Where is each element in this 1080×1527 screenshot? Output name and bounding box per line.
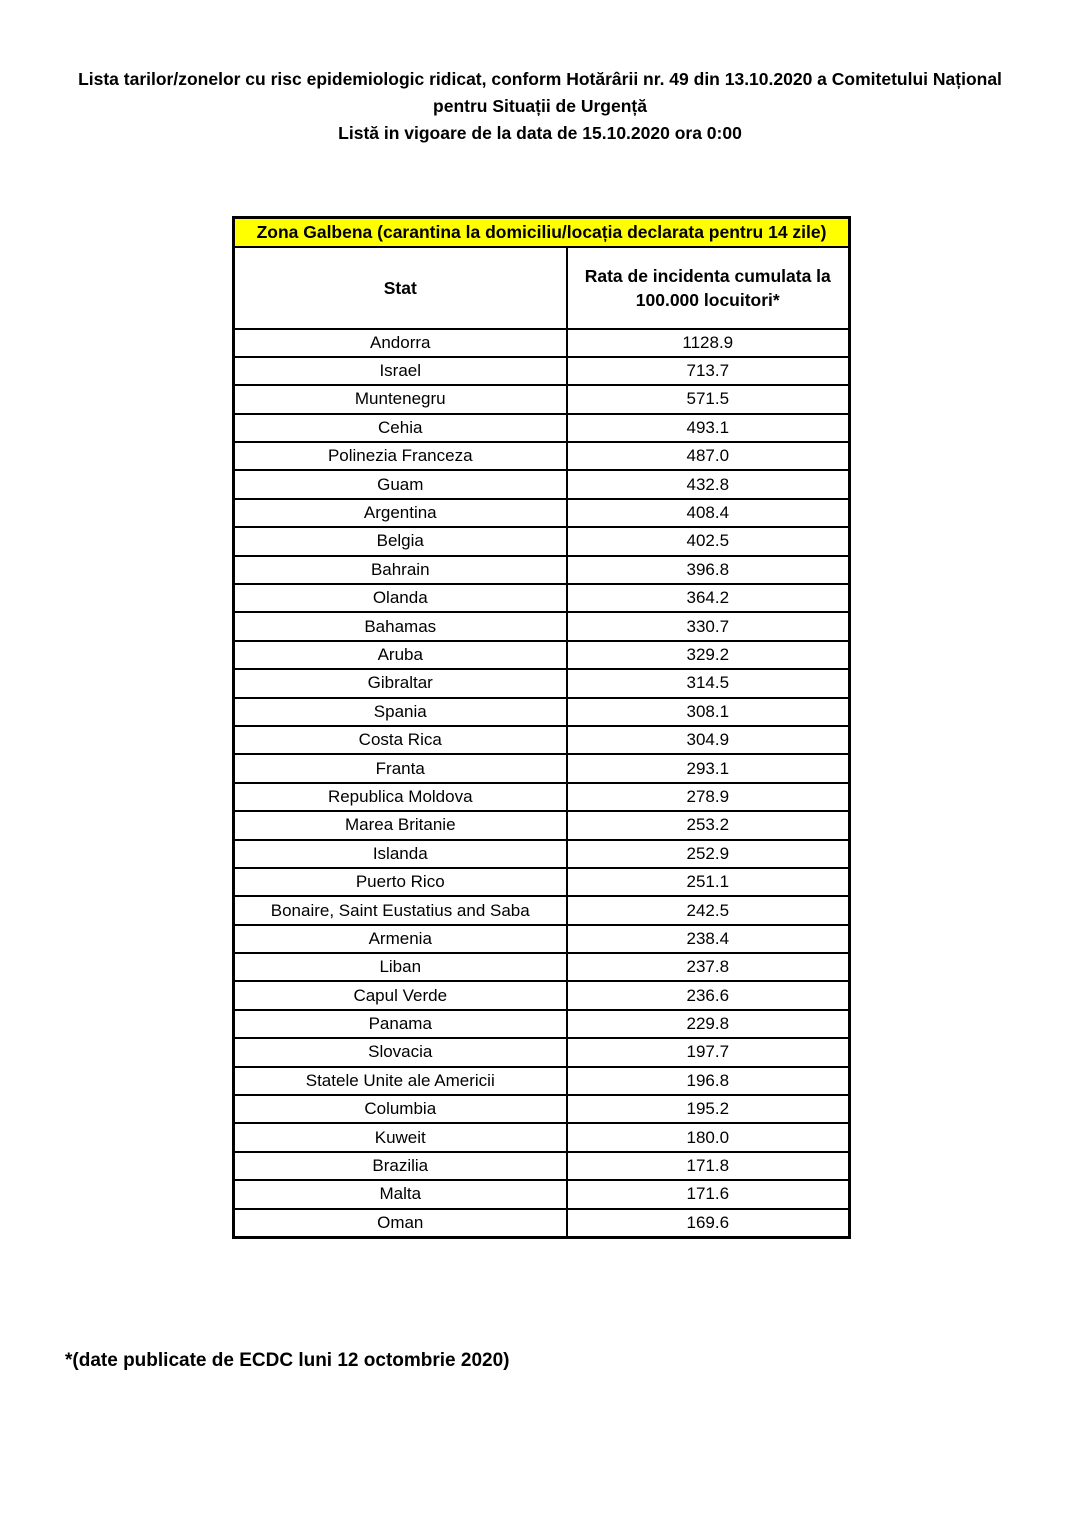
table-row	[234, 414, 850, 442]
cell-stat: Gibraltar	[234, 669, 567, 697]
cell-stat: Spania	[234, 698, 567, 726]
cell-stat: Aruba	[234, 641, 567, 669]
document-title	[0, 0, 1080, 147]
cell-rata: 713.7	[567, 357, 850, 385]
table-row	[234, 357, 850, 385]
table-row	[234, 1010, 850, 1038]
table-row	[234, 868, 850, 896]
cell-rata: 304.9	[567, 726, 850, 754]
cell-rata: 408.4	[567, 499, 850, 527]
cell-rata: 252.9	[567, 840, 850, 868]
cell-stat: Malta	[234, 1180, 567, 1208]
cell-stat: Islanda	[234, 840, 567, 868]
cell-stat: Olanda	[234, 584, 567, 612]
cell-stat: Oman	[234, 1209, 567, 1237]
cell-stat: Costa Rica	[234, 726, 567, 754]
cell-stat: Liban	[234, 953, 567, 981]
column-header-row	[234, 247, 850, 329]
table-row	[234, 612, 850, 640]
cell-rata: 1128.9	[567, 329, 850, 357]
footnote: *(date publicate de ECDC luni 12 octombrie 2020)	[65, 1350, 510, 1371]
cell-rata: 402.5	[567, 527, 850, 555]
cell-rata: 171.6	[567, 1180, 850, 1208]
table-row	[234, 499, 850, 527]
table-row	[234, 981, 850, 1009]
cell-rata: 314.5	[567, 669, 850, 697]
cell-stat: Columbia	[234, 1095, 567, 1123]
table-row	[234, 726, 850, 754]
table-row	[234, 329, 850, 357]
cell-stat: Cehia	[234, 414, 567, 442]
table-row	[234, 1180, 850, 1208]
table-row	[234, 442, 850, 470]
cell-stat: Slovacia	[234, 1038, 567, 1066]
title-line-2: pentru Situații de Urgență	[433, 96, 647, 116]
cell-rata: 308.1	[567, 698, 850, 726]
cell-rata: 229.8	[567, 1010, 850, 1038]
cell-rata: 253.2	[567, 811, 850, 839]
cell-stat: Bahamas	[234, 612, 567, 640]
zone-header: Zona Galbena (carantina la domiciliu/locația declarata pentru 14 zile)	[234, 218, 850, 247]
cell-stat: Brazilia	[234, 1152, 567, 1180]
cell-stat: Andorra	[234, 329, 567, 357]
cell-rata: 238.4	[567, 925, 850, 953]
cell-rata: 278.9	[567, 783, 850, 811]
title-line-1: Lista tarilor/zonelor cu risc epidemiologic ridicat, conform Hotărârii nr. 49 din 13.10.2020 a Comitetului Național	[78, 69, 1002, 89]
cell-stat: Israel	[234, 357, 567, 385]
cell-rata: 180.0	[567, 1123, 850, 1151]
cell-stat: Polinezia Franceza	[234, 442, 567, 470]
table-row	[234, 584, 850, 612]
cell-stat: Panama	[234, 1010, 567, 1038]
table-row	[234, 811, 850, 839]
cell-rata: 242.5	[567, 896, 850, 924]
cell-rata: 237.8	[567, 953, 850, 981]
table-row	[234, 783, 850, 811]
cell-rata: 396.8	[567, 556, 850, 584]
cell-rata: 196.8	[567, 1067, 850, 1095]
cell-stat: Muntenegru	[234, 385, 567, 413]
cell-stat: Belgia	[234, 527, 567, 555]
table-row	[234, 840, 850, 868]
table-row	[234, 556, 850, 584]
cell-stat: Bonaire, Saint Eustatius and Saba	[234, 896, 567, 924]
cell-stat: Kuweit	[234, 1123, 567, 1151]
table-row	[234, 470, 850, 498]
table-row	[234, 1123, 850, 1151]
table-row	[234, 925, 850, 953]
incidence-table	[232, 216, 851, 1239]
cell-rata: 293.1	[567, 754, 850, 782]
table-row	[234, 1095, 850, 1123]
cell-stat: Franta	[234, 754, 567, 782]
cell-rata: 330.7	[567, 612, 850, 640]
cell-stat: Capul Verde	[234, 981, 567, 1009]
table-row	[234, 698, 850, 726]
cell-rata: 251.1	[567, 868, 850, 896]
table-row	[234, 1209, 850, 1237]
cell-rata: 195.2	[567, 1095, 850, 1123]
cell-rata: 364.2	[567, 584, 850, 612]
cell-stat: Bahrain	[234, 556, 567, 584]
column-header-rata: Rata de incidenta cumulata la 100.000 locuitori*	[567, 247, 850, 329]
cell-rata: 432.8	[567, 470, 850, 498]
cell-rata: 493.1	[567, 414, 850, 442]
cell-rata: 571.5	[567, 385, 850, 413]
cell-stat: Guam	[234, 470, 567, 498]
cell-stat: Puerto Rico	[234, 868, 567, 896]
cell-rata: 171.8	[567, 1152, 850, 1180]
table-body	[234, 329, 850, 1238]
cell-stat: Statele Unite ale Americii	[234, 1067, 567, 1095]
table-row	[234, 1067, 850, 1095]
table-row	[234, 641, 850, 669]
table-row	[234, 896, 850, 924]
cell-rata: 197.7	[567, 1038, 850, 1066]
cell-rata: 236.6	[567, 981, 850, 1009]
title-line-3: Listă in vigoare de la data de 15.10.2020 ora 0:00	[338, 123, 742, 143]
table-row	[234, 953, 850, 981]
cell-stat: Marea Britanie	[234, 811, 567, 839]
cell-rata: 329.2	[567, 641, 850, 669]
cell-rata: 487.0	[567, 442, 850, 470]
cell-stat: Argentina	[234, 499, 567, 527]
table-row	[234, 669, 850, 697]
table-row	[234, 1038, 850, 1066]
cell-stat: Republica Moldova	[234, 783, 567, 811]
table-row	[234, 527, 850, 555]
cell-stat: Armenia	[234, 925, 567, 953]
table-row	[234, 1152, 850, 1180]
table-row	[234, 385, 850, 413]
column-header-stat: Stat	[234, 247, 567, 329]
zone-header-row	[234, 218, 850, 247]
cell-rata: 169.6	[567, 1209, 850, 1237]
table-row	[234, 754, 850, 782]
